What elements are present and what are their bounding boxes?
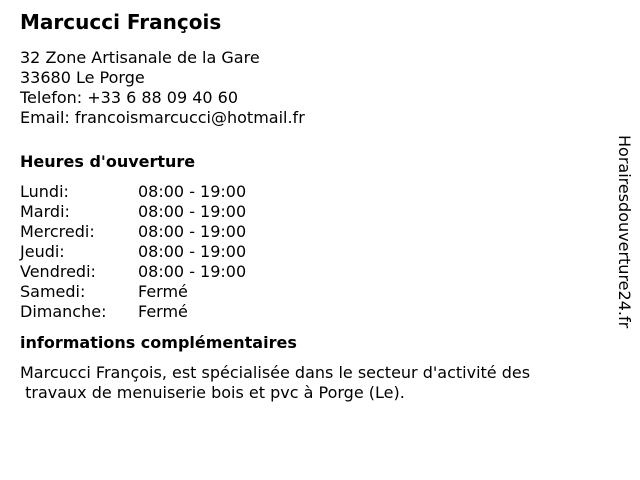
business-name: Marcucci François <box>20 10 222 34</box>
hours-row-thursday <box>20 242 590 262</box>
hours-row-friday <box>20 262 590 282</box>
hours-day: Vendredi: <box>20 262 96 281</box>
email-line: Email: francoismarcucci@hotmail.fr <box>20 108 305 127</box>
hours-table <box>20 182 590 322</box>
address-block <box>20 48 590 128</box>
address-street: 32 Zone Artisanale de la Gare <box>20 48 260 67</box>
hours-heading: Heures d'ouverture <box>20 152 196 171</box>
business-card <box>20 8 590 403</box>
hours-time: Fermé <box>138 282 188 301</box>
hours-row-monday <box>20 182 590 202</box>
hours-day: Jeudi: <box>20 242 65 261</box>
info-description: Marcucci François, est spécialisée dans le secteur d'activité des travaux de menuiserie bois et pvc à Porge (Le). <box>20 363 531 402</box>
hours-day: Mardi: <box>20 202 70 221</box>
hours-day: Lundi: <box>20 182 69 201</box>
hours-row-saturday <box>20 282 590 302</box>
phone-line: Telefon: +33 6 88 09 40 60 <box>20 88 239 107</box>
info-heading: informations complémentaires <box>20 333 297 352</box>
site-watermark: Horairesdouverture24.fr <box>615 135 634 329</box>
hours-day: Mercredi: <box>20 222 95 241</box>
hours-time: 08:00 - 19:00 <box>138 262 247 281</box>
hours-day: Dimanche: <box>20 302 107 321</box>
hours-day: Samedi: <box>20 282 86 301</box>
hours-row-sunday <box>20 302 590 322</box>
hours-time: 08:00 - 19:00 <box>138 242 247 261</box>
hours-row-tuesday <box>20 202 590 222</box>
hours-time: 08:00 - 19:00 <box>138 182 247 201</box>
hours-time: 08:00 - 19:00 <box>138 222 247 241</box>
hours-row-wednesday <box>20 222 590 242</box>
hours-time: 08:00 - 19:00 <box>138 202 247 221</box>
address-city: 33680 Le Porge <box>20 68 145 87</box>
hours-time: Fermé <box>138 302 188 321</box>
